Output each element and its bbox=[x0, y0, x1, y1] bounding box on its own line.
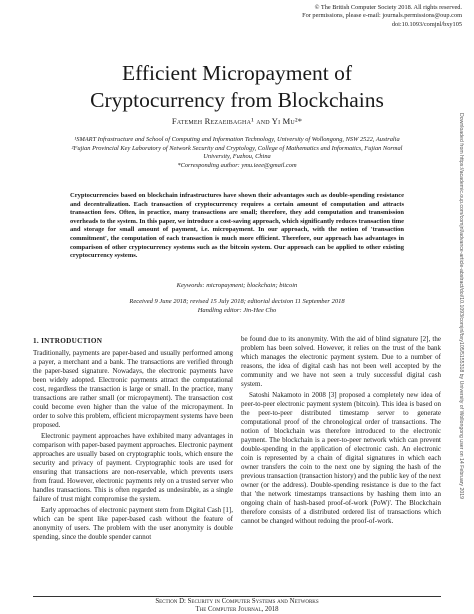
paragraph: be found due to its anonymity. With the aid of blind signature [2], the problem has been solved. However, it relies on the trust of the bank which manages the electronic payment system. Due to a number of reasons, the idea of digital cash has not been well accepted by the community and we have not seen a truly successful digital cash system. bbox=[241, 335, 441, 389]
received-dates: Received 9 June 2018; revised 15 July 2018; editorial decision 11 September 2018 bbox=[129, 298, 345, 305]
affiliations bbox=[70, 136, 404, 170]
permissions-line: For permissions, please e-mail: journals.permissions@oup.com bbox=[302, 12, 462, 20]
footer-rule bbox=[33, 596, 441, 597]
section-heading: 1. INTRODUCTION bbox=[33, 337, 103, 345]
affiliation-2: ²Fujian Provincial Key Laboratory of Network Security and Cryptology, College of Mathematics and Informatics, Fujian Normal University, Fuzhou, China bbox=[71, 144, 403, 161]
doi-line: doi:10.1093/comjnl/bxy105 bbox=[391, 20, 462, 28]
paragraph: Electronic payment approaches have exhibited many advantages in comparison with paper-based payment approaches. Electronic payment approaches are usually based on cryptographic tools, which ensure the security and privacy of payment. Cryptographic tools are used for ensuring that transactions are non-reservable, which prevents users from fraud. However, electronic payments rely on a trusted server who handles transactions. This is often regarded as undesirable, as a single failure of trust might compromise the system. bbox=[33, 431, 233, 504]
corresponding-author: *Corresponding author: ymu.ieee@gmail.com bbox=[177, 161, 297, 169]
paper-title bbox=[40, 60, 434, 114]
handling-editor: Handling editor: Jin-Hee Cho bbox=[197, 307, 277, 314]
download-notice: Downloaded from https://academic.oup.com/comjnl/advance-article-abstract/doi/10.1093/comjnl/bxy105/5155318 by University of Wollongong user on 14 February 2019 bbox=[458, 112, 464, 500]
body-column-left bbox=[33, 349, 233, 543]
title-line-1: Efficient Micropayment of bbox=[121, 61, 353, 85]
paragraph: Satoshi Nakamoto in 2008 [3] proposed a completely new idea of peer-to-peer electronic payment system (bitcoin). This idea is based on the peer-to-peer distributed timestamp server to generate computational proof of the chronological order of transactions. The notion of blockchain was therefore introduced to the electronic payment. The blockchain is a peer-to-peer network which can prevent double-spending in the application of electronic cash. An electronic coin is represented by a chain of digital signatures in which each owner transfers the coin to the next one by signing the hash of the previous transaction (transaction history) and the public key of the next owner (or the address). Double-spending resistance is due to the fact that 'the network timestamps transactions by hashing them into an ongoing chain of hash-based proof-of-work (PoW)'. The Blockchain therefore consists of a distributed ordered list of transactions which cannot be changed without redoing the proof-of-work. bbox=[241, 390, 441, 526]
abstract: Cryptocurrencies based on blockchain infrastructures have shown their advantages such as double-spending resistance and decentralization. Each transaction of cryptocurrency requires a certain amount of computation and attracts transaction fees. Often, in practice, many transactions are small; therefore, they add computation and transmission overheads to the system. In this paper, we introduce a cost-saving approach, which significantly reduces transaction time and storage for small amount of payment, i.e. micropayment. In our approach, with the notion of 'transaction commitment', the computation of each transaction is much more efficient. Therefore, our approach has advantages in comparison of other cryptocurrency systems such as the bitcoin system. Our approach can be applied to other existing cryptocurrency systems. bbox=[70, 192, 404, 260]
title-line-2: Cryptocurrency from Blockchains bbox=[90, 88, 384, 112]
affiliation-1: ¹SMART Infrastructure and School of Computing and Information Technology, University of Wollongong, NSW 2522, Australia bbox=[74, 136, 400, 143]
body-column-right bbox=[241, 335, 441, 528]
author-list: Fatemeh Rezaeibagha¹ and Yi Mu²* bbox=[171, 116, 303, 126]
paragraph: Traditionally, payments are paper-based and usually performed among a payer, a merchant and a bank. The transactions are verified through the paper-based signature. Nowadays, the electronic payments have been widely adopted. Electronic payments attract the computational cost, regardless the transaction is large or small. In the practice, many transactions are rather small (or micropayment). The transaction cost could become even higher than the value of the micropayment. In order to solve this problem, efficient micropayment systems have been proposed. bbox=[33, 349, 233, 430]
submission-dates bbox=[40, 297, 434, 315]
paragraph: Early approaches of electronic payment stem from Digital Cash [1], which can be spent like paper-based cash without the feature of anonymity of users. The problem with the user anonymity is double spending, since the double spender cannot bbox=[33, 505, 233, 541]
keywords: Keywords: micropayment; blockchain; bitcoin bbox=[176, 282, 298, 289]
footer-journal: The Computer Journal, 2018 bbox=[195, 606, 279, 613]
copyright-line: © The British Computer Society 2018. All rights reserved. bbox=[314, 4, 462, 11]
footer-section: Section D: Security in Computer Systems and Networks bbox=[155, 598, 319, 605]
copyright-notice bbox=[182, 4, 462, 29]
